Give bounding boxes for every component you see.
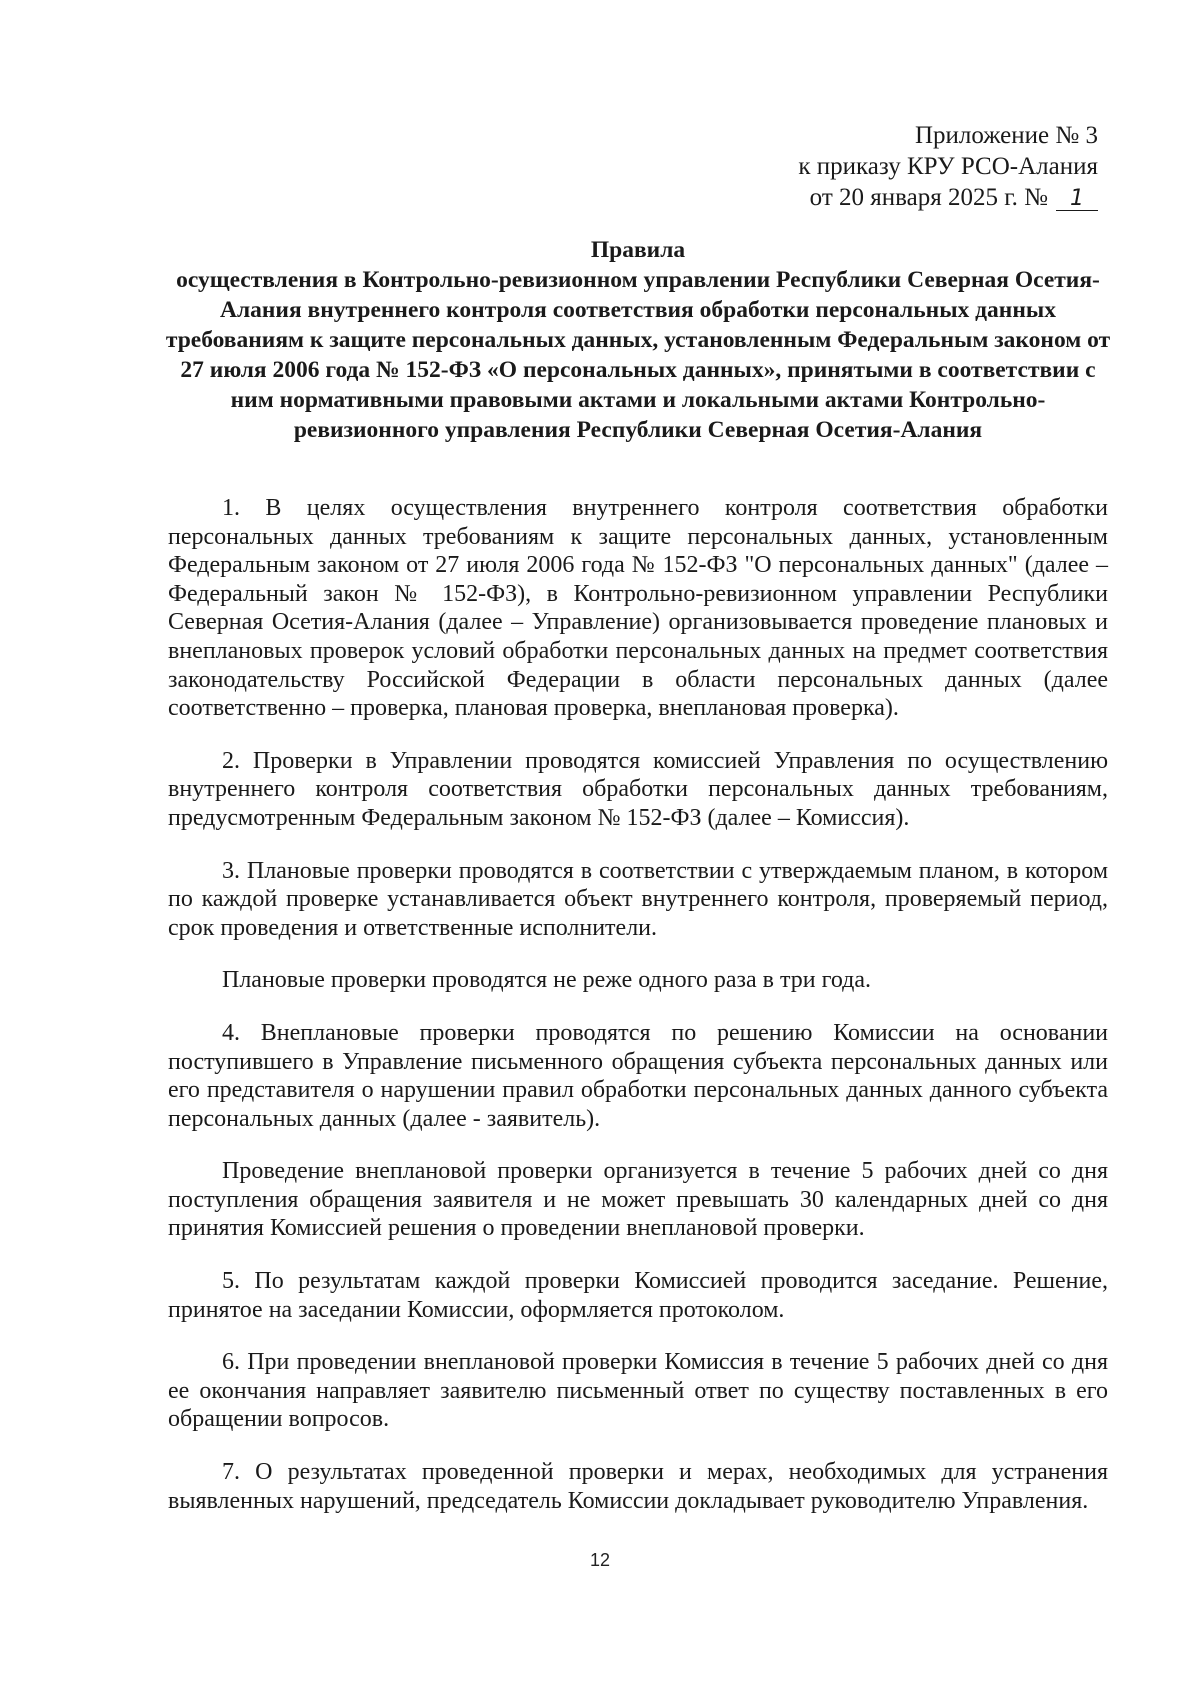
page-number: 12 <box>589 1550 611 1570</box>
document-body <box>168 494 1108 1539</box>
paragraph-5: 5. По результатам каждой проверки Комиссией проводится заседание. Решение, принятое на заседании Комиссии, оформляется протоколом. <box>168 1268 1108 1323</box>
paragraph-3-note: Плановые проверки проводятся не реже одного раза в три года. <box>222 967 871 994</box>
appendix-header <box>798 120 1098 213</box>
paragraph-3: 3. Плановые проверки проводятся в соответствии с утверждаемым планом, в котором по каждой проверке устанавливается объект внутреннего контроля, проверяемый период, срок проведения и ответственные исполнители. <box>168 857 1108 941</box>
paragraph-1: 1. В целях осуществления внутреннего контроля соответствия обработки персональных данных требованиям к защите персональных данных, установленным Федеральным законом от 27 июля 2006 года № 152-ФЗ "О персональных данных" (далее – Федеральный закон № 152-ФЗ), в Контрольно-ревизионном управлении Республики Северная Осетия-Алания (далее – Управление) организовывается проведение плановых и внеплановых проверок условий обработки персональных данных на предмет соответствия законодательству Российской Федерации в области персональных данных (далее соответственно – проверка, плановая проверка, внеплановая проверка). <box>168 495 1108 722</box>
order-date: от 20 января 2025 г. № <box>809 184 1048 211</box>
paragraph-2: 2. Проверки в Управлении проводятся комиссией Управления по осуществлению внутреннего контроля соответствия обработки персональных данных требованиям, предусмотренным Федеральным законом № 152-ФЗ (далее – Комиссия). <box>168 747 1108 831</box>
paragraph-6: 6. При проведении внеплановой проверки Комиссия в течение 5 рабочих дней со дня ее окончания направляет заявителю письменный ответ по существу поставленных в его обращении вопросов. <box>168 1349 1108 1433</box>
paragraph-7: 7. О результатах проведенной проверки и мерах, необходимых для устранения выявленных нарушений, председатель Комиссии докладывает руководителю Управления. <box>168 1459 1108 1514</box>
paragraph-4: 4. Внеплановые проверки проводятся по решению Комиссии на основании поступившего в Управление письменного обращения субъекта персональных данных или его представителя о нарушении правил обработки персональных данных данного субъекта персональных данных (далее - заявитель). <box>168 1019 1108 1132</box>
title-subtitle: осуществления в Контрольно-ревизионном управлении Республики Северная Осетия-Алания внутреннего контроля соответствия обработки персональных данных требованиям к защите персональных данных, установленным Федеральным законом от 27 июля 2006 года № 152-ФЗ «О персональных данных», принятыми в соответствии с ним нормативными правовыми актами и локальными актами Контрольно-ревизионного управления Республики Северная Осетия-Алания <box>165 267 1111 443</box>
order-reference: к приказу КРУ РСО-Алания <box>798 153 1098 180</box>
paragraph-4-note: Проведение внеплановой проверки организуется в течение 5 рабочих дней со дня поступления обращения заявителя и не может превышать 30 календарных дней со дня принятия Комиссией решения о проведении внеплановой проверки. <box>168 1158 1108 1242</box>
document-title <box>165 235 1111 445</box>
title-heading: Правила <box>590 237 686 263</box>
order-date-line <box>798 182 1098 213</box>
handwritten-order-number: 1 <box>1056 188 1098 211</box>
appendix-number: Приложение № 3 <box>914 122 1098 149</box>
